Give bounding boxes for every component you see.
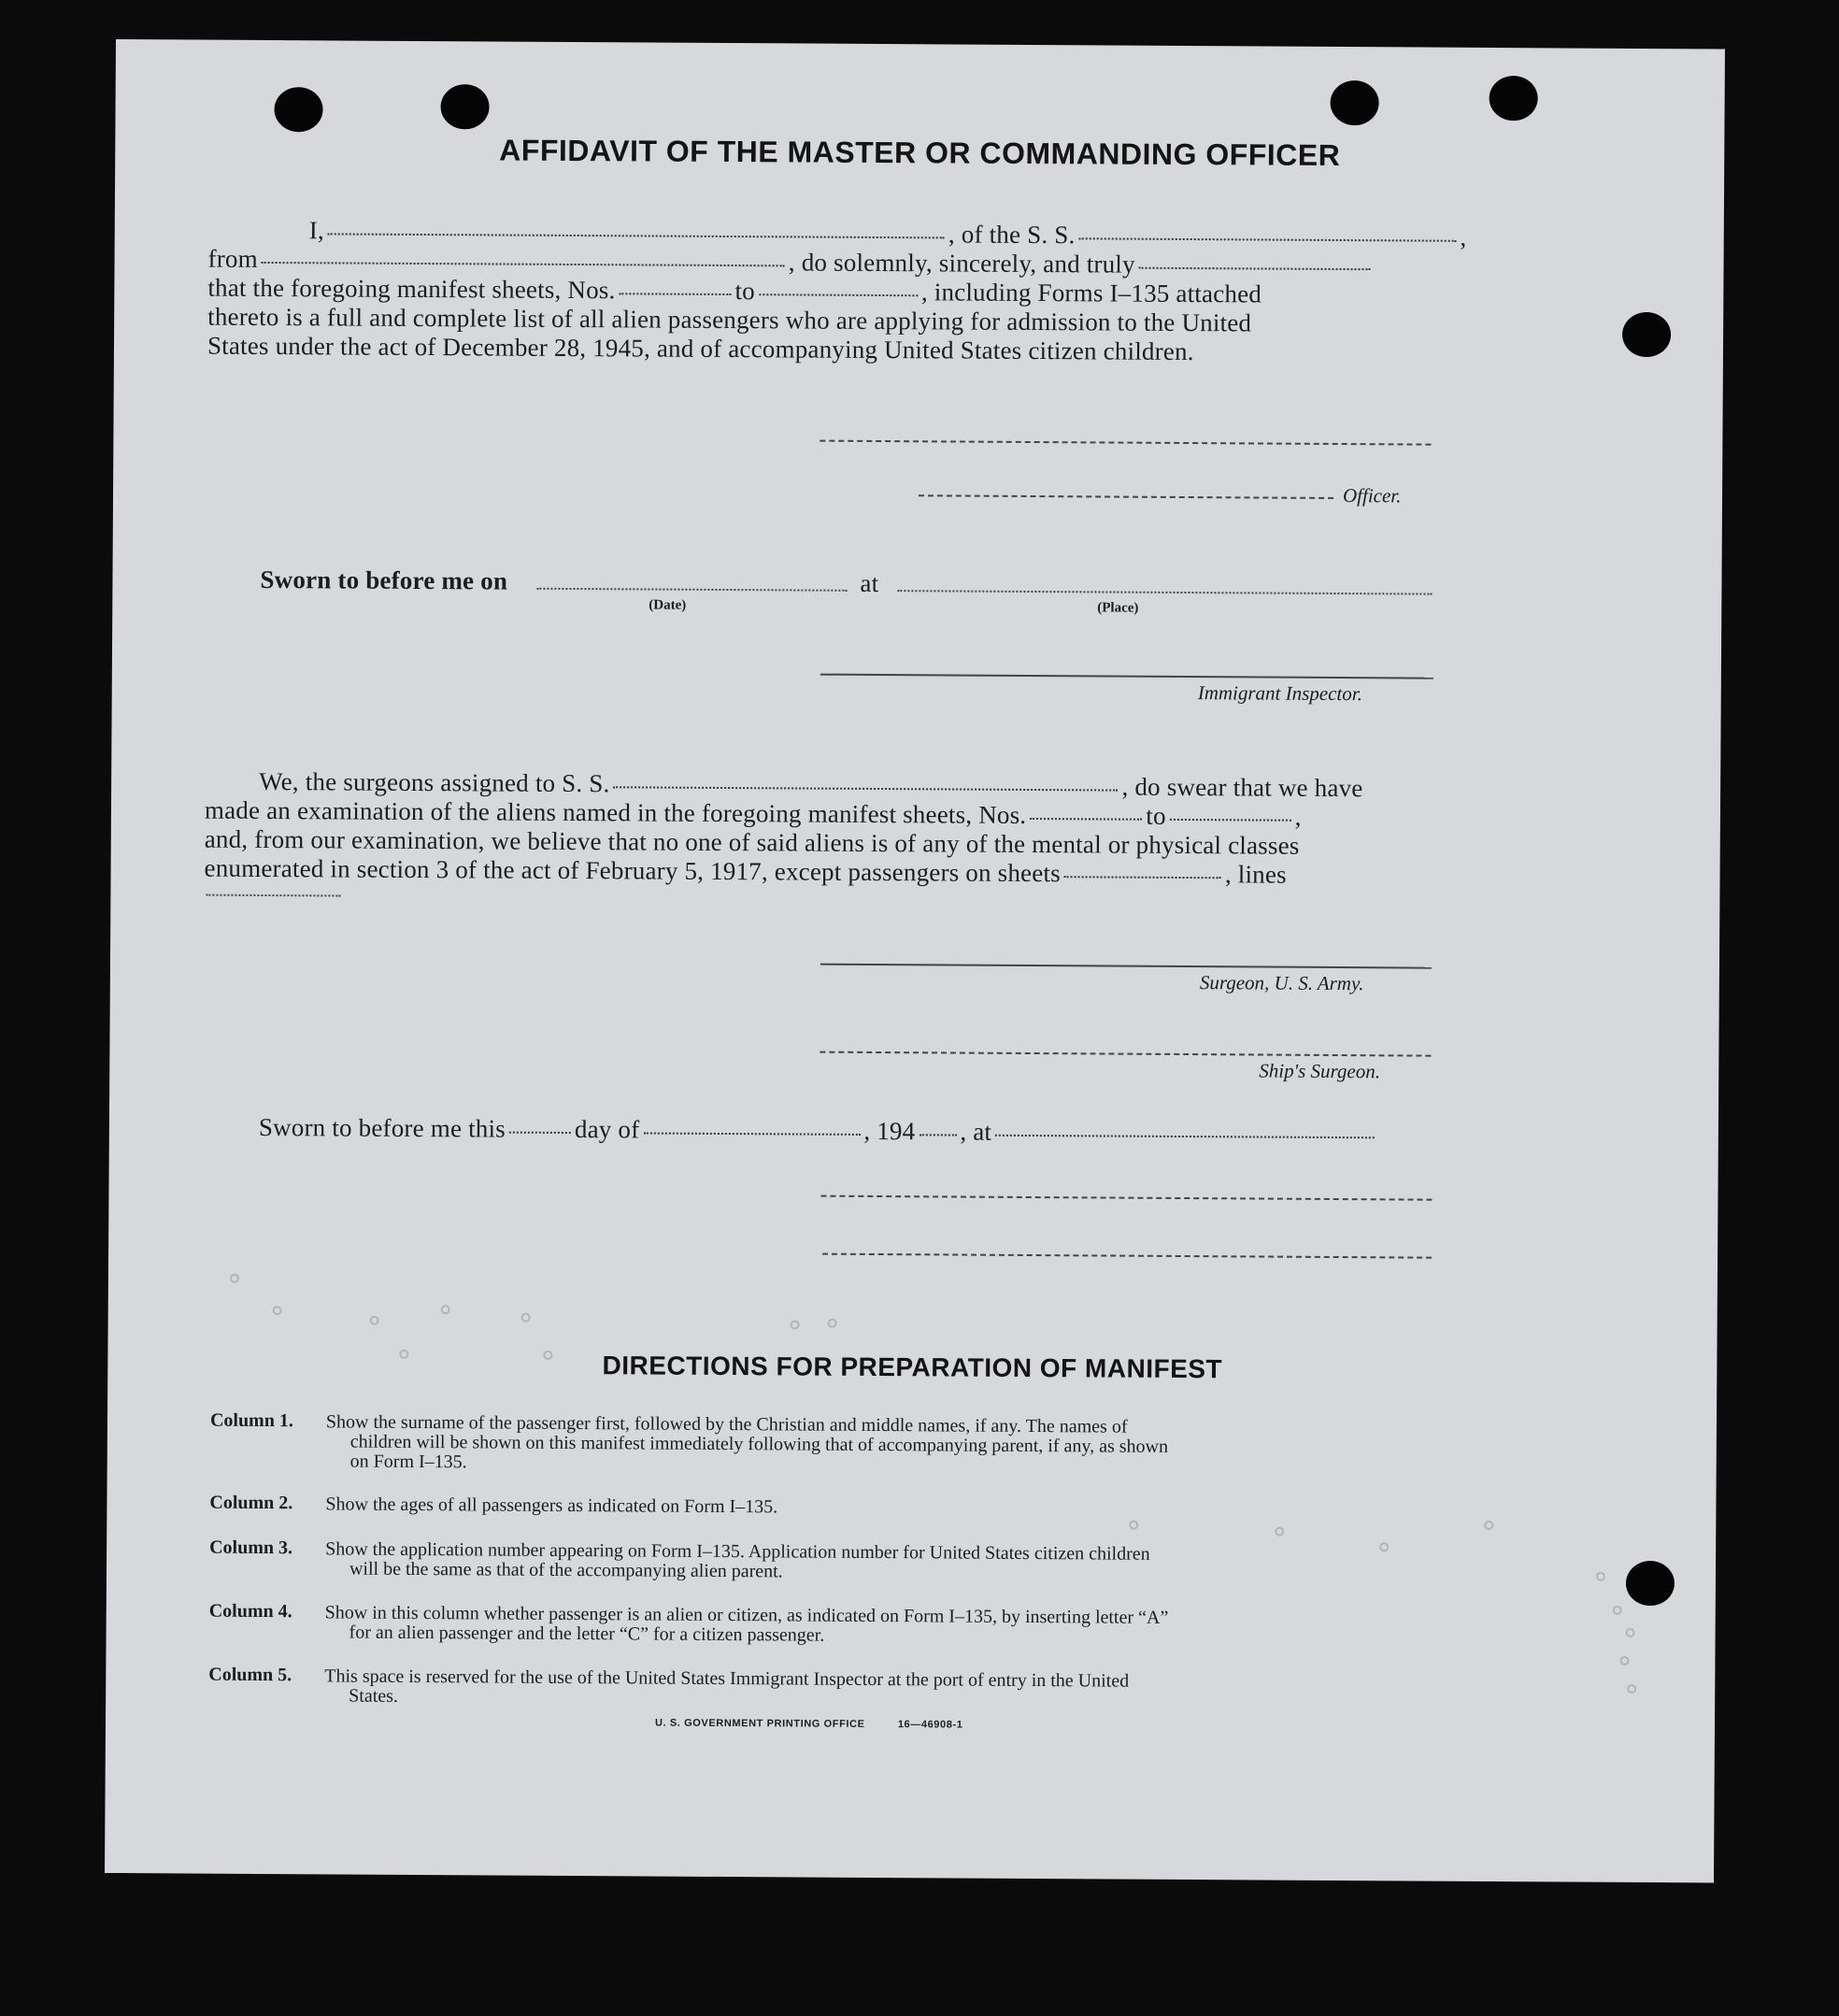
speck bbox=[1596, 1572, 1605, 1581]
ship-surgeon-caption: Ship's Surgeon. bbox=[1259, 1059, 1381, 1083]
sworn-place-blank bbox=[897, 590, 1432, 594]
speck bbox=[1626, 1628, 1635, 1637]
punch-hole bbox=[440, 84, 489, 129]
text: I, bbox=[308, 216, 325, 245]
form-sheet bbox=[105, 39, 1725, 1882]
text: to bbox=[734, 277, 756, 306]
punch-hole bbox=[1330, 80, 1378, 125]
ship-surgeon-signature-line bbox=[820, 1051, 1431, 1057]
printing-office-footer bbox=[655, 1718, 963, 1731]
text: to bbox=[1146, 801, 1166, 830]
sworn-line-2 bbox=[259, 1113, 1378, 1149]
text: , bbox=[1460, 222, 1467, 251]
affidavit-title: AFFIDAVIT OF THE MASTER OR COMMANDING OFFICER bbox=[499, 133, 1341, 173]
column-2-text bbox=[325, 1494, 777, 1517]
sworn-at: at bbox=[860, 568, 879, 597]
sworn-date-blank bbox=[536, 588, 847, 592]
sworn-year-blank bbox=[919, 1133, 956, 1136]
text: Show the application number appearing on Form I–135. Application number for United States citizen children bbox=[325, 1538, 1150, 1565]
text: States. bbox=[349, 1685, 399, 1707]
speck bbox=[1613, 1606, 1622, 1615]
column-4-label: Column 4. bbox=[208, 1600, 292, 1623]
text: Show in this column whether passenger is an alien or citizen, as indicated on Form I–135, by inserting letter “A” bbox=[324, 1602, 1169, 1628]
text: Sworn to before me on bbox=[260, 565, 508, 595]
surgeons-line-3: and, from our examination, we believe that no one of said aliens is of any of the mental or physical classes bbox=[204, 824, 1300, 860]
sworn-signature-line-1 bbox=[820, 1195, 1432, 1201]
surgeon-ship-blank bbox=[613, 785, 1118, 791]
text: enumerated in section 3 of the act of February 5, 1917, except passengers on sheets bbox=[204, 853, 1061, 888]
surgeon-sheet-from-blank bbox=[1030, 817, 1142, 821]
text: , including Forms I–135 attached bbox=[920, 278, 1262, 308]
date-caption: (Date) bbox=[649, 597, 687, 613]
text: , do solemnly, sincerely, and truly bbox=[788, 248, 1135, 279]
column-4-text bbox=[325, 1603, 1169, 1648]
oath-blank bbox=[1139, 266, 1371, 271]
column-3-text bbox=[325, 1539, 1150, 1583]
speck bbox=[1484, 1521, 1493, 1530]
speck bbox=[828, 1319, 837, 1328]
speck bbox=[521, 1313, 531, 1323]
punch-hole bbox=[1622, 312, 1671, 357]
army-surgeon-caption: Surgeon, U. S. Army. bbox=[1199, 971, 1364, 995]
text: We, the surgeons assigned to S. S. bbox=[259, 766, 610, 798]
affidavit-line-5: States under the act of December 28, 1945, and of accompanying United States citizen children. bbox=[207, 331, 1194, 366]
sheet-to-blank bbox=[759, 293, 918, 296]
speck bbox=[1627, 1684, 1636, 1694]
sworn-place-blank-2 bbox=[995, 1134, 1375, 1138]
officer-name-blank bbox=[328, 232, 945, 238]
text: children will be shown on this manifest immediately following that of accompanying parent, if any, as shown bbox=[349, 1431, 1169, 1457]
column-1-label: Column 1. bbox=[209, 1409, 293, 1432]
place-caption: (Place) bbox=[1097, 600, 1139, 616]
text: will be the same as that of the accompanying alien parent. bbox=[349, 1558, 783, 1582]
text: This space is reserved for the use of the United States Immigrant Inspector at the port of entry in the United bbox=[324, 1666, 1130, 1692]
text: that the foregoing manifest sheets, Nos. bbox=[207, 273, 616, 305]
affidavit-line-4: thereto is a full and complete list of all alien passengers who are applying for admission to the United bbox=[207, 302, 1252, 337]
speck bbox=[370, 1316, 379, 1325]
punch-hole bbox=[1626, 1561, 1675, 1606]
text: , bbox=[1294, 802, 1302, 831]
punch-hole bbox=[1489, 76, 1537, 121]
officer-signature-line-2 bbox=[919, 494, 1333, 499]
inspector-signature-line bbox=[820, 674, 1433, 679]
officer-signature-line-1 bbox=[820, 440, 1431, 446]
column-5-label: Column 5. bbox=[208, 1664, 292, 1686]
sworn-month-blank bbox=[643, 1131, 860, 1135]
text: , do swear that we have bbox=[1121, 772, 1363, 803]
text: , lines bbox=[1224, 860, 1287, 889]
speck bbox=[791, 1320, 800, 1329]
surgeon-sheet-to-blank bbox=[1170, 818, 1291, 822]
text: on Form I–135. bbox=[349, 1451, 467, 1473]
speck bbox=[1275, 1527, 1284, 1537]
speck bbox=[1129, 1521, 1138, 1530]
text: , at bbox=[960, 1117, 992, 1146]
text: Show the surname of the passenger first, followed by the Christian and middle names, if any. The names of bbox=[325, 1411, 1128, 1437]
speck bbox=[1379, 1542, 1389, 1551]
text: for an alien passenger and the letter “C” for a citizen passenger. bbox=[349, 1622, 825, 1646]
speck bbox=[230, 1274, 239, 1283]
text: Show the ages of all passengers as indicated on Form I–135. bbox=[325, 1494, 778, 1518]
sworn-line-1 bbox=[260, 565, 507, 596]
officer-caption: Officer. bbox=[1342, 484, 1402, 508]
port-blank bbox=[262, 261, 785, 266]
text: Sworn to before me this bbox=[258, 1112, 506, 1143]
column-5-text bbox=[324, 1666, 1129, 1710]
text: from bbox=[207, 244, 258, 273]
surgeons-line-4 bbox=[204, 854, 1286, 890]
column-3-label: Column 3. bbox=[209, 1537, 293, 1559]
speck bbox=[273, 1306, 282, 1315]
text: , 194 bbox=[863, 1116, 916, 1146]
except-sheets-blank bbox=[1064, 875, 1221, 879]
column-1-text bbox=[326, 1412, 1169, 1477]
sworn-day-blank bbox=[509, 1131, 571, 1134]
column-2-label: Column 2. bbox=[209, 1492, 293, 1514]
inspector-caption: Immigrant Inspector. bbox=[1197, 681, 1362, 706]
sworn-signature-line-2 bbox=[822, 1253, 1432, 1259]
except-lines-blank bbox=[206, 894, 340, 897]
army-surgeon-signature-line bbox=[820, 964, 1432, 969]
text: , of the S. S. bbox=[948, 220, 1076, 250]
punch-hole bbox=[274, 87, 322, 132]
speck bbox=[1619, 1656, 1629, 1666]
text: U. S. GOVERNMENT PRINTING OFFICE bbox=[654, 1717, 865, 1730]
ship-name-blank bbox=[1078, 236, 1456, 241]
text: day of bbox=[574, 1115, 640, 1144]
text: 16—46908-1 bbox=[897, 1719, 963, 1731]
sheet-from-blank bbox=[619, 292, 731, 295]
directions-title: DIRECTIONS FOR PREPARATION OF MANIFEST bbox=[602, 1351, 1223, 1384]
text: made an examination of the aliens named in the foregoing manifest sheets, Nos. bbox=[204, 795, 1027, 829]
speck bbox=[441, 1305, 450, 1314]
